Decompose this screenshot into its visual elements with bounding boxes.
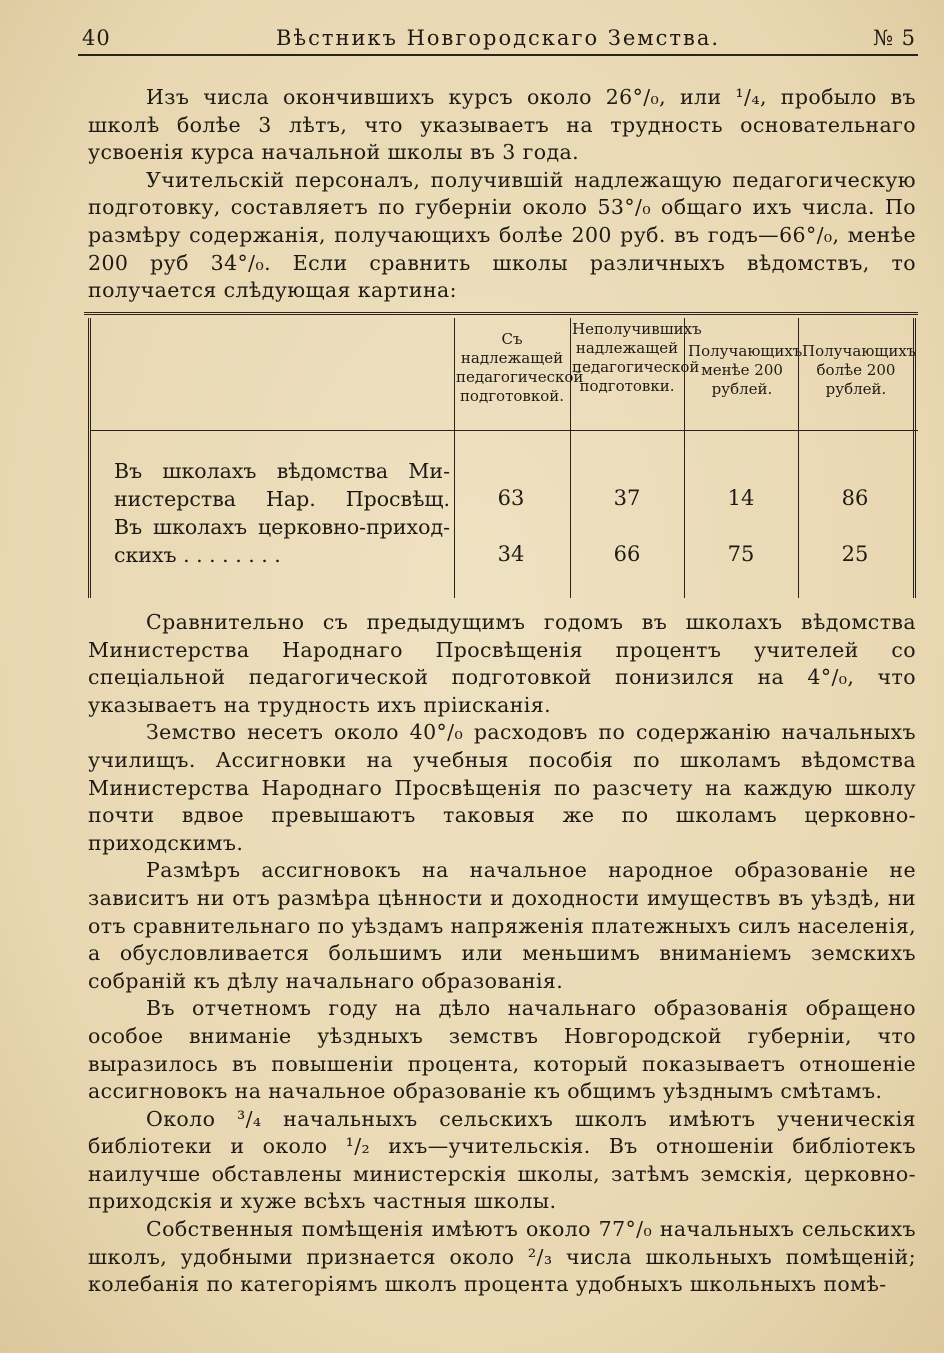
paragraph: Собственныя помѣщенія имѣютъ около 77°/₀ начальныхъ сельскихъ школъ, удобными признается около ²/₃ числа школьныхъ помѣщеній; колебанія по категоріямъ школъ процента удобныхъ школьныхъ помѣ-	[88, 1217, 916, 1297]
row-label: Въ школахъ вѣдомства Ми-	[114, 459, 450, 483]
page-number: 40	[82, 26, 111, 50]
table-top-rule	[84, 312, 918, 315]
column-header: Съ надлежащей педагогической подготовкой.	[456, 330, 584, 405]
table-left-border	[88, 318, 91, 598]
paragraph: Сравнительно съ предыдущимъ годомъ въ школахъ вѣдомства Министерства Народнаго Просвѣщенія процентъ учителей со спеціальной педагогической подготовкой понизился на 4°/₀, что указываетъ на трудность ихъ пріисканія.	[88, 610, 916, 717]
column-divider	[570, 318, 571, 598]
journal-title: Вѣстникъ Новгородскаго Земства.	[275, 26, 721, 50]
table-cell: 66	[613, 542, 641, 566]
row-label: скихъ . . . . . . . .	[114, 543, 281, 567]
column-divider	[454, 318, 455, 598]
paragraph: Около ³/₄ начальныхъ сельскихъ школъ имѣютъ ученическія библіотеки и около ¹/₂ ихъ—учительскія. Въ отношеніи библіотекъ наилучше обставлены министерскія школы, затѣмъ земскія, церковно-приходскія и хуже всѣхъ частныя школы.	[88, 1106, 916, 1214]
row-label: нистерства Нар. Просвѣщ.	[114, 487, 450, 511]
table-cell: 37	[613, 486, 641, 510]
paragraph: Изъ числа окончившихъ курсъ около 26°/₀, или ¹/₄, пробыло въ школѣ болѣе 3 лѣтъ, что указываетъ на трудность основательнаго усвоенія курса начальной школы въ 3 года.	[88, 85, 916, 165]
text-block-top	[88, 84, 916, 305]
row-label: Въ школахъ церковно-приход-	[114, 515, 450, 539]
table-cell: 63	[497, 486, 525, 510]
table-header-rule	[90, 430, 918, 431]
table-cell: 75	[727, 542, 755, 566]
table-right-border	[913, 318, 916, 598]
paragraph: Въ отчетномъ году на дѣло начальнаго образованія обращено особое вниманіе уѣздныхъ земствъ Новгородской губерніи, что выразилось въ повышеніи процента, который показываетъ отношеніе ассигновокъ на начальное образованіе къ общимъ уѣзднымъ смѣтамъ.	[88, 996, 916, 1104]
column-header: Получающихъ болѣе 200 рублей.	[802, 342, 917, 398]
issue-number: № 5	[873, 26, 916, 50]
table-cell: 25	[841, 542, 869, 566]
paragraph: Размѣръ ассигновокъ на начальное народное образованіе не зависитъ ни отъ размѣра цѣнности и доходности имуществъ въ уѣздѣ, ни отъ сравнительнаго по уѣздамъ напряженія платежныхъ силъ населенія, а обусловливается большимъ или меньшимъ вниманіемъ земскихъ собраній къ дѣлу начальнаго образованія.	[88, 858, 917, 993]
text-block-bottom	[88, 609, 916, 1299]
column-divider	[798, 318, 799, 598]
paragraph: Учительскій персоналъ, получившій надлежащую педагогическую подготовку, составляетъ по губерніи около 53°/₀ общаго ихъ числа. По размѣру содержанія, получающихъ болѣе 200 руб. въ годъ—66°/₀, менѣе 200 руб 34°/₀. Если сравнить школы различныхъ вѣдомствъ, то получается слѣдующая картина:	[88, 167, 916, 303]
running-header	[78, 26, 918, 56]
column-header: Неполучившихъ надлежащей педагогической подготовки.	[572, 320, 702, 395]
table-cell: 34	[497, 542, 525, 566]
column-header: Получающихъ менѣе 200 рублей.	[688, 342, 803, 398]
table-cell: 14	[727, 486, 755, 510]
paragraph: Земство несетъ около 40°/₀ расходовъ по содержанію начальныхъ училищъ. Ассигновки на учебныя пособія по школамъ вѣдомства Министерства Народнаго Просвѣщенія по разсчету на каждую школу почти вдвое превышаютъ таковыя же по школамъ церковно-приходскимъ.	[88, 720, 916, 855]
table-cell: 86	[841, 486, 869, 510]
statistics-table	[84, 312, 918, 598]
header-rule	[78, 54, 918, 56]
